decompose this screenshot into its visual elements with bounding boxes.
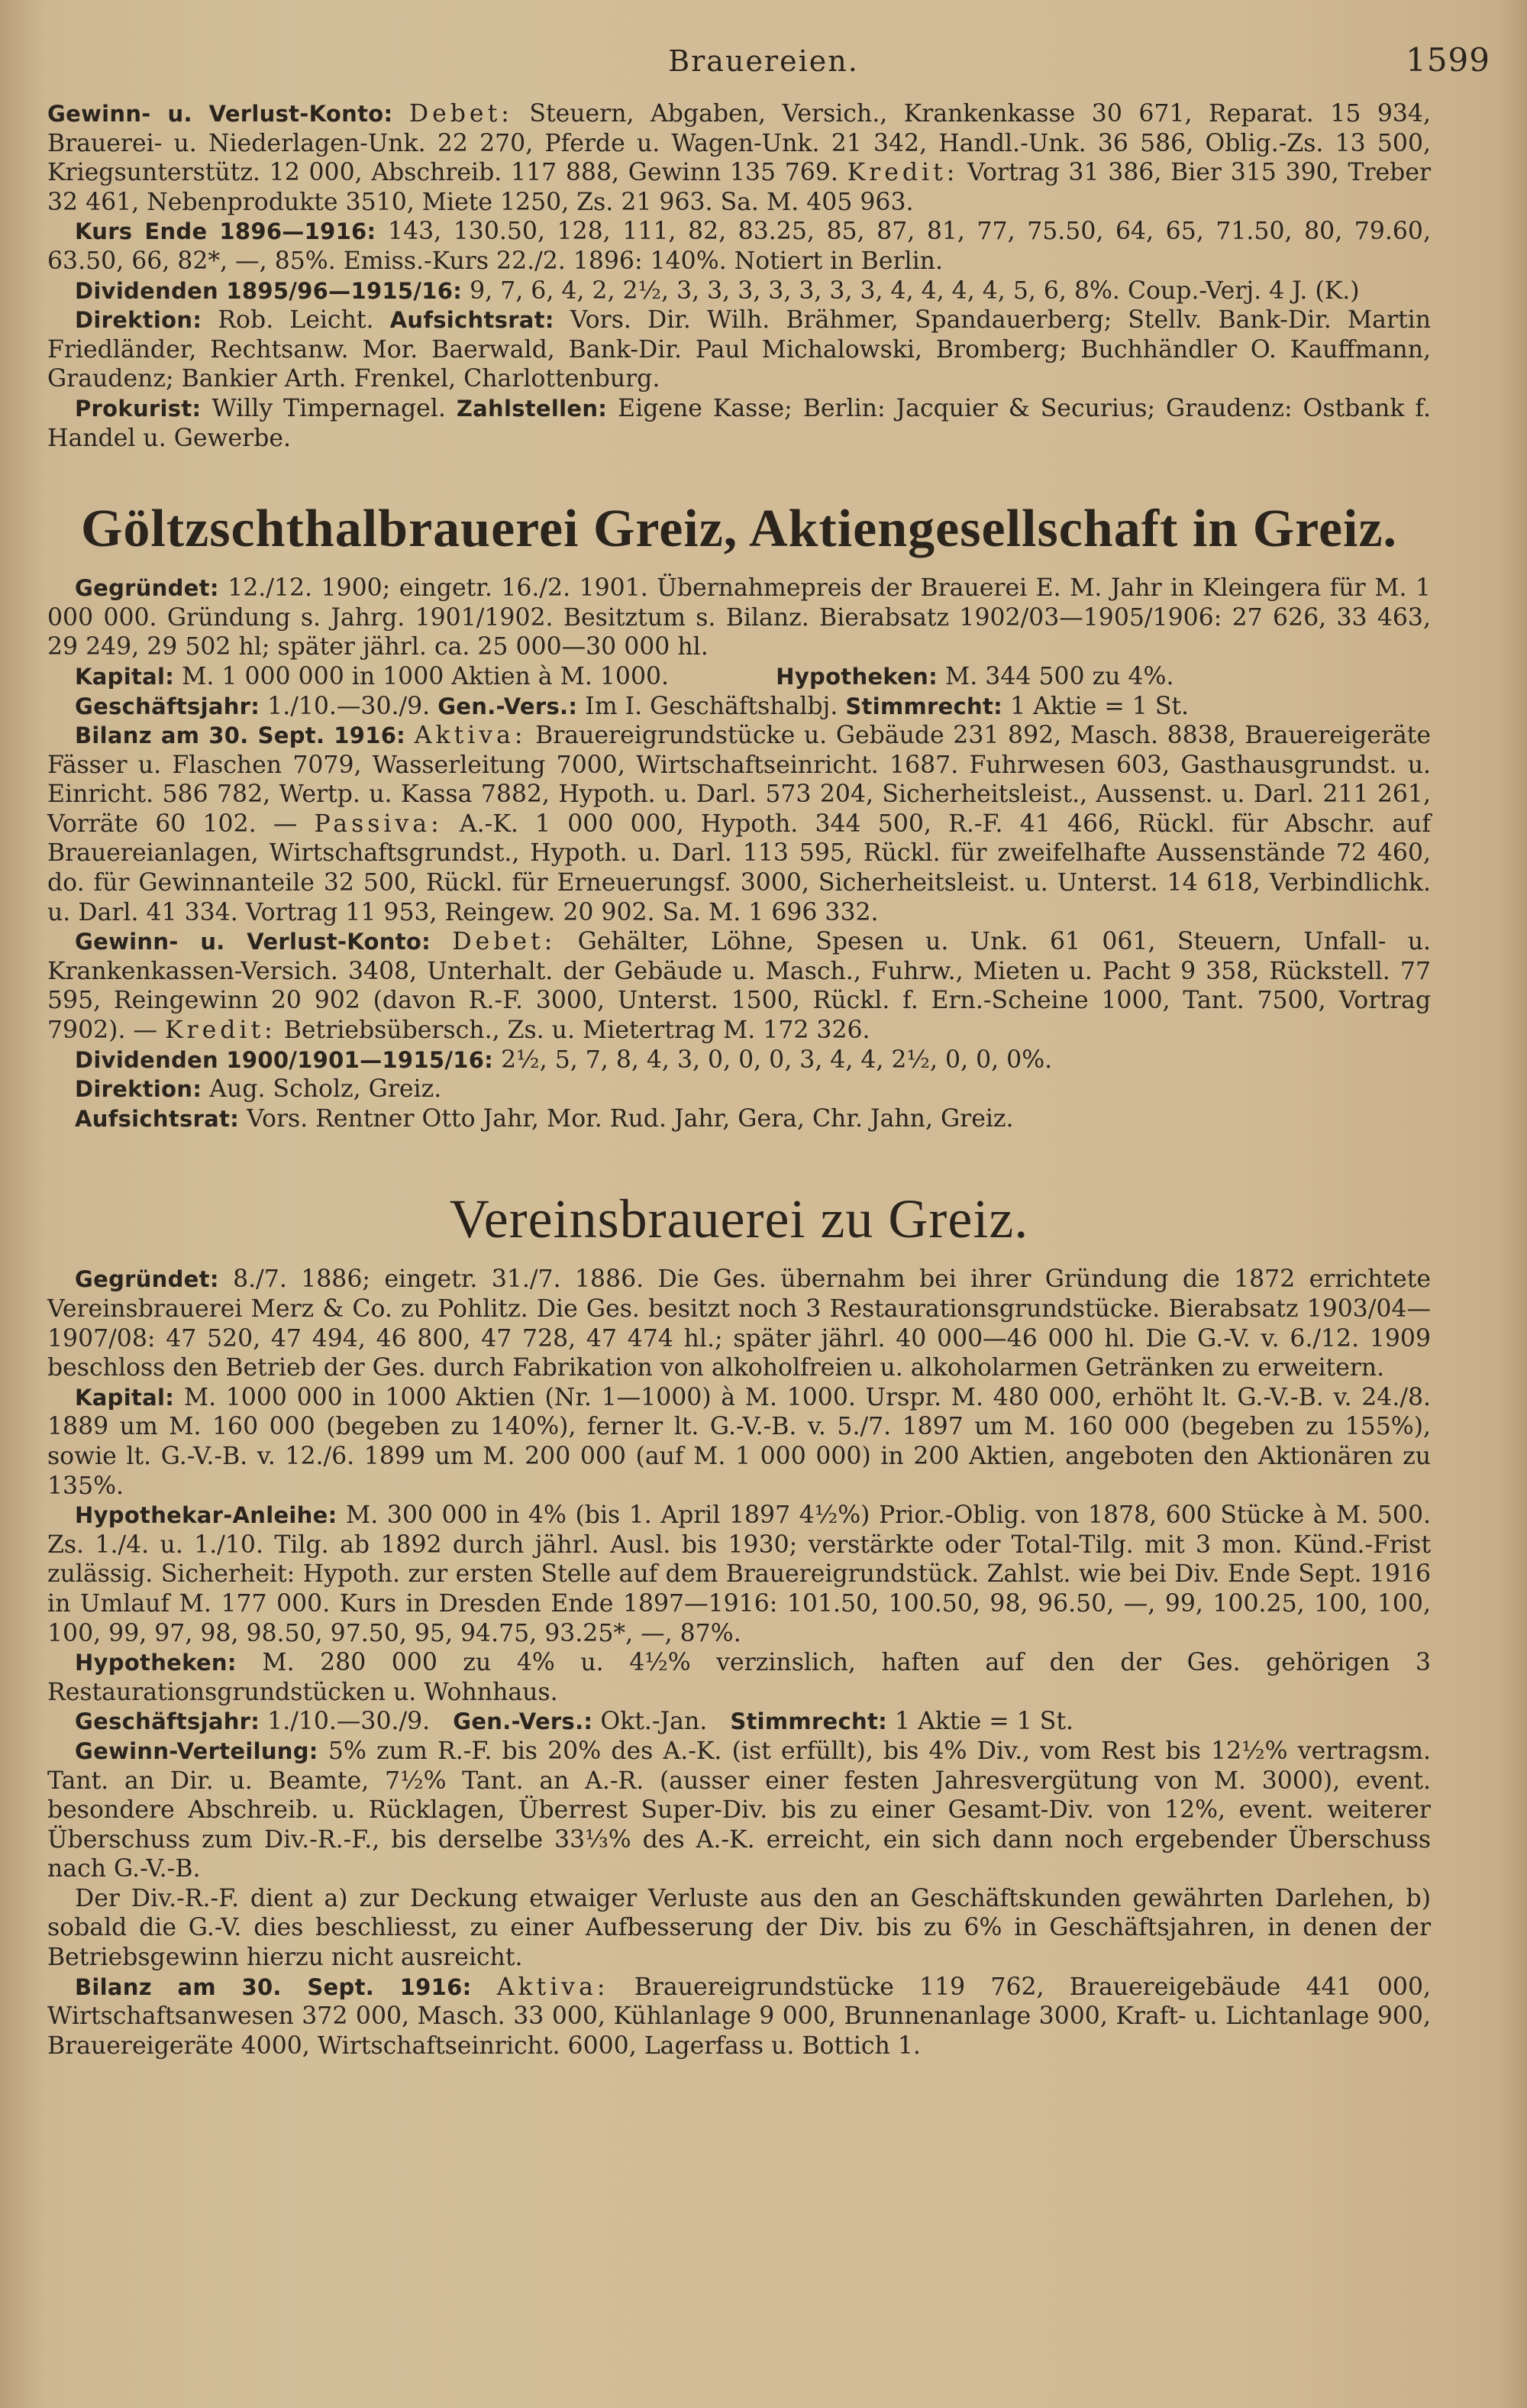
c1-aufs-label: Aufsichtsrat: (75, 1105, 240, 1132)
c1-hyp-label: Hypotheken: (776, 663, 938, 690)
c1-bilanz-paragraph (47, 721, 1431, 927)
c2-stimm-text: 1 Aktie = 1 St. (895, 1708, 1074, 1736)
c1-kap-label: Kapital: (75, 663, 175, 690)
c1-gj-text: 1./10.—30./9. (267, 692, 431, 720)
c1-kapital-paragraph (47, 662, 1431, 692)
prev-dir-text: Rob. Leicht. (218, 306, 374, 335)
c2-gegr-text: 8./7. 1886; eingetr. 31./7. 1886. Die Ges. übernahm bei ihrer Gründung die 1872 errichtete Vereinsbrauerei Merz & Co. zu Pohlitz. Die Ges. besitzt noch 3 Restaurationsgrundstücke. Bierabsatz 1903/04—1907/08: 47 520, 47 494, 46 800, 47 728, 47 474 hl.; später jährl. 40 000—46 000 hl. Die G.-V. v. 6./12. 1909 beschloss den Betrieb der Ges. durch Fabrikation von alkoholfreien u. alkoholarmen Getränken zu erweitern. (47, 1265, 1432, 1382)
c1-guv-text2: Betriebsübersch., Zs. u. Mietertrag M. 172 326. (283, 1017, 870, 1045)
prev-aufs-text: Vors. Dir. Wilh. Brähmer, Spandauerberg; Stellv. Bank-Dir. Martin Friedländer, Rechtsanw. Mor. Baerwald, Bank-Dir. Paul Michalowski, Bromberg; Buchhändler O. Kauffmann, Graudenz; Bankier Arth. Frenkel, Charlottenburg. (47, 306, 1432, 393)
page-number: 1599 (1406, 41, 1490, 79)
prev-div-text: 9, 7, 6, 4, 2, 2½, 3, 3, 3, 3, 3, 3, 3, 4, 4, 4, 4, 5, 6, 8%. Coup.-Verj. 4 J. (K.) (470, 276, 1360, 305)
c1-bil-label: Bilanz am 30. Sept. 1916: (75, 722, 406, 749)
c2-stimm-label: Stimmrecht: (730, 1708, 888, 1735)
c1-guv-debet-label: Debet: (452, 928, 557, 956)
c1-gegr-text: 12./12. 1900; eingetr. 16./2. 1901. Übernahmepreis der Brauerei E. M. Jahr in Kleingera für M. 1 000 000. Gründung s. Jahrg. 1901/1902. Besitztum s. Bilanz. Bierabsatz 1902/03—1905/1906: 27 626, 33 463, 29 249, 29 502 hl; später jährl. ca. 25 000—30 000 hl. (47, 574, 1432, 661)
c2-bil-label: Bilanz am 30. Sept. 1916: (75, 1973, 472, 2000)
prev-prok-text: Willy Timpernagel. (211, 394, 446, 422)
c2-divrf-paragraph (47, 1884, 1431, 1973)
c1-bil-passiva-label: Passiva: (314, 810, 443, 838)
c1-aufsichtsrat-paragraph (47, 1104, 1431, 1134)
c1-guv-label: Gewinn- u. Verlust-Konto: (75, 929, 431, 955)
prev-div-label: Dividenden 1895/96—1915/16: (75, 277, 463, 304)
c2-anleihe-paragraph (47, 1501, 1431, 1648)
running-head-title: Brauereien. (668, 44, 859, 78)
prev-kurs-label: Kurs Ende 1896—1916: (75, 218, 376, 245)
company2-title: Vereinsbrauerei zu Greiz. (449, 1188, 1029, 1250)
c1-bil-text2: A.-K. 1 000 000, Hypoth. 344 500, R.-F. 41 466, Rückl. für Abschr. auf Brauereianlagen, Wirtschaftsgrundst., Hypoth. u. Darl. 113 595, Rückl. für zweifelhafte Aussenstände 72 460, do. für Gewinnanteile 32 500, Rückl. für Erneuerungsf. 3000, Sicherheitsleist. u. Unterst. 14 618, Verbindlichk. u. Darl. 41 334. Vortrag 11 953, Reingew. 20 902. Sa. M. 1 696 332. (47, 810, 1432, 926)
c2-gj-label: Geschäftsjahr: (75, 1708, 260, 1735)
c1-hyp-text: M. 344 500 zu 4%. (945, 662, 1174, 690)
c1-kap-text: M. 1 000 000 in 1000 Aktien à M. 1000. (182, 662, 670, 690)
c1-dir-text: Aug. Scholz, Greiz. (209, 1075, 442, 1104)
c2-gv-text: Okt.-Jan. (600, 1708, 708, 1736)
prev-aufs-label: Aufsichtsrat: (389, 307, 554, 334)
c1-direktion-paragraph (47, 1075, 1431, 1104)
c1-gv-label: Gen.-Vers.: (437, 693, 578, 719)
c1-geschaeftsjahr-paragraph (47, 692, 1431, 722)
c2-anl-text: M. 300 000 in 4% (bis 1. April 1897 4½%) Prior.-Oblig. von 1878, 600 Stücke à M. 500. Zs. 1./4. u. 1./10. Tilg. ab 1892 durch jährl. Ausl. bis 1930; verstärkte oder Total-Tilg. mit 3 mon. Künd.-Frist zulässig. Sicherheit: Hypoth. zur ersten Stelle auf dem Brauereigrundstück. Zahlst. wie bei Div. Ende Sept. 1916 in Umlauf M. 177 000. Kurs in Dresden Ende 1897—1916: 101.50, 100.50, 98, 96.50, —, 99, 100.25, 100, 100, 100, 99, 97, 98, 98.50, 97.50, 95, 94.75, 93.25*, —, 87%. (47, 1501, 1431, 1647)
prev-kurs-text: 143, 130.50, 128, 111, 82, 83.25, 85, 87, 81, 77, 75.50, 64, 65, 71.50, 80, 79.60, 63.50, 66, 82*, —, 85%. Emiss.-Kurs 22./2. 1896: 140%. Notiert in Berlin. (47, 218, 1431, 275)
company1-title: Göltzschthalbrauerei Greiz, Aktiengesellschaft in Greiz. (80, 499, 1398, 559)
prev-prokurist-paragraph (47, 394, 1431, 453)
prev-direktion-paragraph (47, 305, 1431, 394)
prev-zahl-text: Eigene Kasse; Berlin: Jacquier & Securius; Graudenz: Ostbank f. Handel u. Gewerbe. (47, 394, 1431, 452)
c1-gegr-label: Gegründet: (75, 575, 219, 602)
c1-dividenden-paragraph (47, 1046, 1431, 1075)
c2-divrf-text: Der Div.-R.-F. dient a) zur Deckung etwaiger Verluste aus den an Geschäftskunden gewährten Darlehen, b) sobald die G.-V. dies beschliesst, zu einer Aufbesserung der Div. bis zu 6% in Geschäftsjahren, in denen der Betriebsgewinn hierzu nicht ausreicht. (47, 1884, 1431, 1972)
running-head (0, 21, 1527, 79)
prev-guv-kredit-label: Kredit: (847, 159, 959, 187)
prev-guv-paragraph (47, 99, 1431, 217)
c1-guv-text1: Gehälter, Löhne, Spesen u. Unk. 61 061, Steuern, Unfall- u. Krankenkassen-Versich. 3408, Unterhalt. der Gebäude u. Masch., Fuhrw., Mieten u. Pacht 9 358, Rückstell. 77 595, Reingewinn 20 902 (davon R.-F. 3000, Unterst. 1500, Rückl. f. Ern.-Scheine 1000, Tant. 7500, Vortrag 7902). — (47, 928, 1431, 1045)
c2-gj-text: 1./10.—30./9. (267, 1708, 431, 1736)
text-column (47, 99, 1431, 2061)
c2-kapital-paragraph (47, 1383, 1431, 1501)
prev-kurs-paragraph (47, 217, 1431, 276)
c1-div-text: 2½, 5, 7, 8, 4, 3, 0, 0, 0, 3, 4, 4, 2½, 0, 0, 0%. (501, 1046, 1053, 1074)
c2-hypotheken-paragraph (47, 1648, 1431, 1707)
prev-zahl-label: Zahlstellen: (456, 395, 608, 422)
c1-gegruendet-paragraph (47, 574, 1431, 662)
c1-stimm-text: 1 Aktie = 1 St. (1010, 692, 1190, 720)
c2-gv-label: Gen.-Vers.: (453, 1708, 593, 1735)
c2-gewv-text: 5% zum R.-F. bis 20% des A.-K. (ist erfüllt), bis 4% Div., vom Rest bis 12½% vertragsm. Tant. an Dir. u. Beamte, 7½% Tant. an A.-R. (ausser einer festen Jahresvergütung von M. 3000), event. besondere Abschreib. u. Rücklagen, Überrest Super-Div. bis zu einer Gesamt-Div. von 12%, event. weiterer Überschuss zum Div.-R.-F., bis derselbe 33⅓% des A.-K. erreicht, ein sich dann noch ergebender Überschuss nach G.-V.-B. (47, 1737, 1431, 1883)
c1-guv-kredit-label: Kredit: (165, 1017, 276, 1045)
c2-geschaeftsjahr-paragraph (47, 1707, 1431, 1737)
c2-gegr-label: Gegründet: (75, 1266, 219, 1293)
c1-gv-text: Im I. Geschäftshalbj. (585, 692, 838, 720)
c2-bilanz-paragraph (47, 1973, 1431, 2061)
c2-anl-label: Hypothekar-Anleihe: (75, 1502, 337, 1529)
c2-bil-aktiva-label: Aktiva: (496, 1973, 609, 2001)
prev-dir-label: Direktion: (75, 307, 202, 334)
c2-hyp-text: M. 280 000 zu 4% u. 4½% verzinslich, haften auf den der Ges. gehörigen 3 Restaurationsgrundstücken u. Wohnhaus. (47, 1649, 1432, 1706)
c2-hyp-label: Hypotheken: (75, 1650, 237, 1676)
c1-gj-label: Geschäftsjahr: (75, 693, 260, 719)
prev-dividenden-paragraph (47, 276, 1431, 306)
c2-kap-label: Kapital: (75, 1384, 175, 1411)
c2-bil-text: Brauereigrundstücke 119 762, Brauereigebäude 441 000, Wirtschaftsanwesen 372 000, Masch. 33 000, Kühlanlage 9 000, Brunnenanlage 3000, Kraft- u. Lichtanlage 900, Brauereigeräte 4000, Wirtschaftseinricht. 6000, Lagerfass u. Bottich 1. (47, 1973, 1431, 2060)
c1-bil-text1: Brauereigrundstücke u. Gebäude 231 892, Masch. 8838, Brauereigeräte Fässer u. Flaschen 7079, Wasserleitung 7000, Wirtschaftseinricht. 1687. Fuhrwesen 603, Gasthausgrundst. u. Einricht. 586 782, Wertp. u. Kassa 7882, Hypoth. u. Darl. 573 204, Sicherheitsleist., Aussenst. u. Darl. 211 261, Vorräte 60 102. — (47, 722, 1432, 838)
c1-stimm-label: Stimmrecht: (845, 693, 1003, 719)
c1-div-label: Dividenden 1900/1901—1915/16: (75, 1046, 494, 1073)
prev-guv-text1: Steuern, Abgaben, Versich., Krankenkasse 30 671, Reparat. 15 934, Brauerei- u. Niederlagen-Unk. 22 270, Pferde u. Wagen-Unk. 21 342, Handl.-Unk. 36 586, Oblig.-Zs. 13 500, Kriegsunterstütz. 12 000, Abschreib. 117 888, Gewinn 135 769. (47, 100, 1432, 187)
c1-guv-paragraph (47, 927, 1431, 1045)
prev-guv-debet-label: Debet: (408, 100, 513, 128)
prev-guv-text2: Vortrag 31 386, Bier 315 390, Treber 32 461, Nebenprodukte 3510, Miete 1250, Zs. 21 963. Sa. M. 405 963. (47, 159, 1432, 216)
prev-guv-label: Gewinn- u. Verlust-Konto: (47, 101, 393, 127)
c1-bil-aktiva-label: Aktiva: (414, 722, 527, 750)
c2-gewinnverteilung-paragraph (47, 1737, 1431, 1884)
prev-prok-label: Prokurist: (75, 395, 202, 422)
c2-kap-text: M. 1000 000 in 1000 Aktien (Nr. 1—1000) à M. 1000. Urspr. M. 480 000, erhöht lt. G.-V.-B. v. 24./8. 1889 um M. 160 000 (begeben zu 140%), ferner lt. G.-V.-B. v. 5./7. 1897 um M. 160 000 (begeben zu 155%), sowie lt. G.-V.-B. v. 12./6. 1899 um M. 200 000 (auf M. 1 000 000) in 200 Aktien, angeboten den Aktionären zu 135%. (47, 1383, 1431, 1500)
c1-dir-label: Direktion: (75, 1076, 202, 1103)
c1-aufs-text: Vors. Rentner Otto Jahr, Mor. Rud. Jahr, Gera, Chr. Jahn, Greiz. (247, 1104, 1014, 1133)
c2-gewv-label: Gewinn-Verteilung: (75, 1737, 318, 1764)
c2-gegruendet-paragraph (47, 1265, 1431, 1382)
